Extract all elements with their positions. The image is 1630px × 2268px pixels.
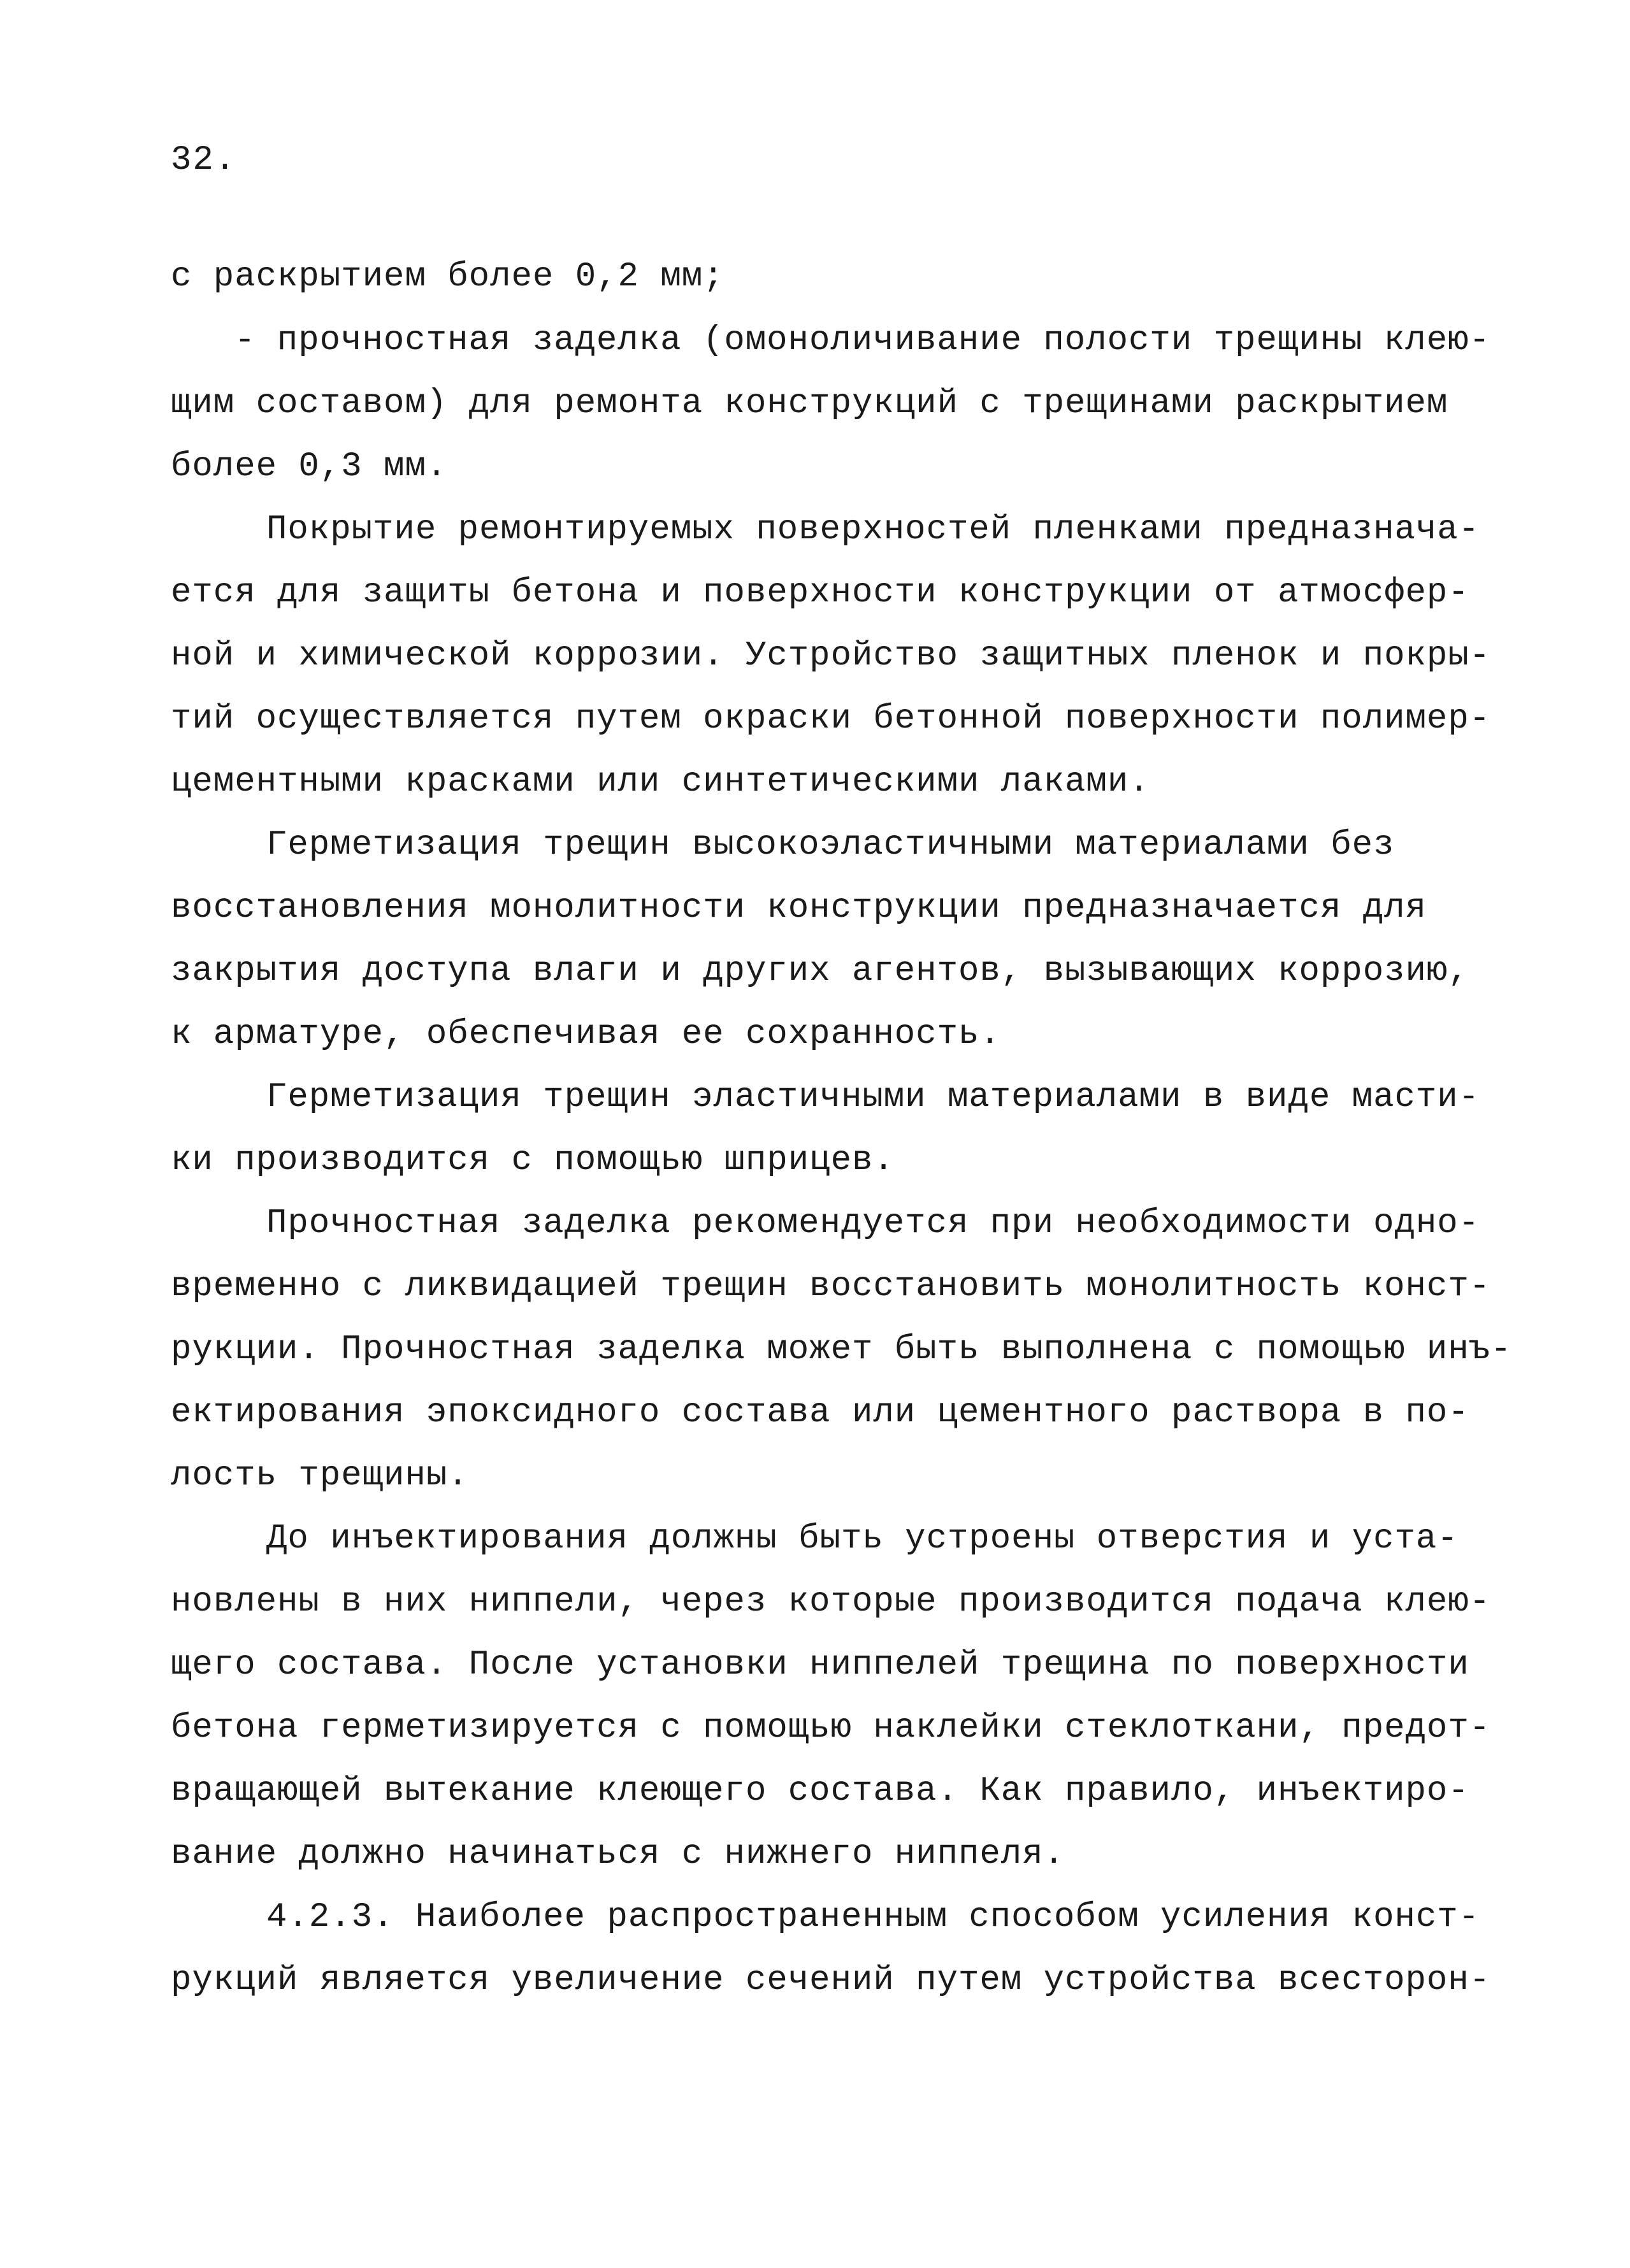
text-line: рукций является увеличение сечений путем устройства всесторон-	[171, 1961, 1491, 2000]
page-number: 32.	[171, 141, 237, 180]
text-line: новлены в них ниппели, через которые производится подача клею-	[171, 1583, 1491, 1621]
text-line: рукции. Прочностная заделка может быть выполнена с помощью инъ-	[171, 1330, 1512, 1369]
text-line: вращающей вытекание клеющего состава. Как правило, инъектиро-	[171, 1772, 1469, 1811]
text-line: Прочностная заделка рекомендуется при необходимости одно-	[266, 1204, 1480, 1243]
text-line: более 0,3 мм.	[171, 447, 448, 486]
text-line: ется для защиты бетона и поверхности конструкции от атмосфер-	[171, 573, 1469, 612]
text-line: 4.2.3. Наиболее распространенным способом усиления конст-	[266, 1898, 1480, 1937]
text-line: До инъектирования должны быть устроены отверстия и уста-	[266, 1519, 1459, 1558]
text-line: Покрытие ремонтируемых поверхностей пленками предназнача-	[266, 510, 1480, 549]
text-line: ектирования эпоксидного состава или цементного раствора в по-	[171, 1393, 1469, 1432]
text-line: Герметизация трещин высокоэластичными материалами без	[266, 826, 1395, 865]
text-line: ной и химической коррозии. Устройство защитных пленок и покры-	[171, 636, 1491, 675]
text-line: щим составом) для ремонта конструкций с трещинами раскрытием	[171, 384, 1448, 423]
text-line: - прочностная заделка (омоноличивание полости трещины клею-	[234, 321, 1490, 360]
text-line: временно с ликвидацией трещин восстановить монолитность конст-	[171, 1267, 1491, 1306]
text-line: с раскрытием более 0,2 мм;	[171, 257, 725, 296]
text-line: закрытия доступа влаги и других агентов, вызывающих коррозию,	[171, 952, 1469, 991]
text-line: восстановления монолитности конструкции предназначается для	[171, 889, 1427, 928]
text-line: цементными красками или синтетическими лаками.	[171, 763, 1150, 801]
text-line: вание должно начинаться с нижнего ниппеля.	[171, 1835, 1065, 1874]
text-line: щего состава. После установки ниппелей трещина по поверхности	[171, 1646, 1469, 1684]
text-line: ки производится с помощью шприцев.	[171, 1141, 895, 1180]
text-line: к арматуре, обеспечивая ее сохранность.	[171, 1015, 1001, 1054]
text-line: Герметизация трещин эластичными материалами в виде масти-	[266, 1078, 1480, 1117]
text-line: бетона герметизируется с помощью наклейки стеклоткани, предот-	[171, 1709, 1491, 1748]
text-line: лость трещины.	[171, 1456, 469, 1495]
text-line: тий осуществляется путем окраски бетонной поверхности полимер-	[171, 700, 1491, 738]
